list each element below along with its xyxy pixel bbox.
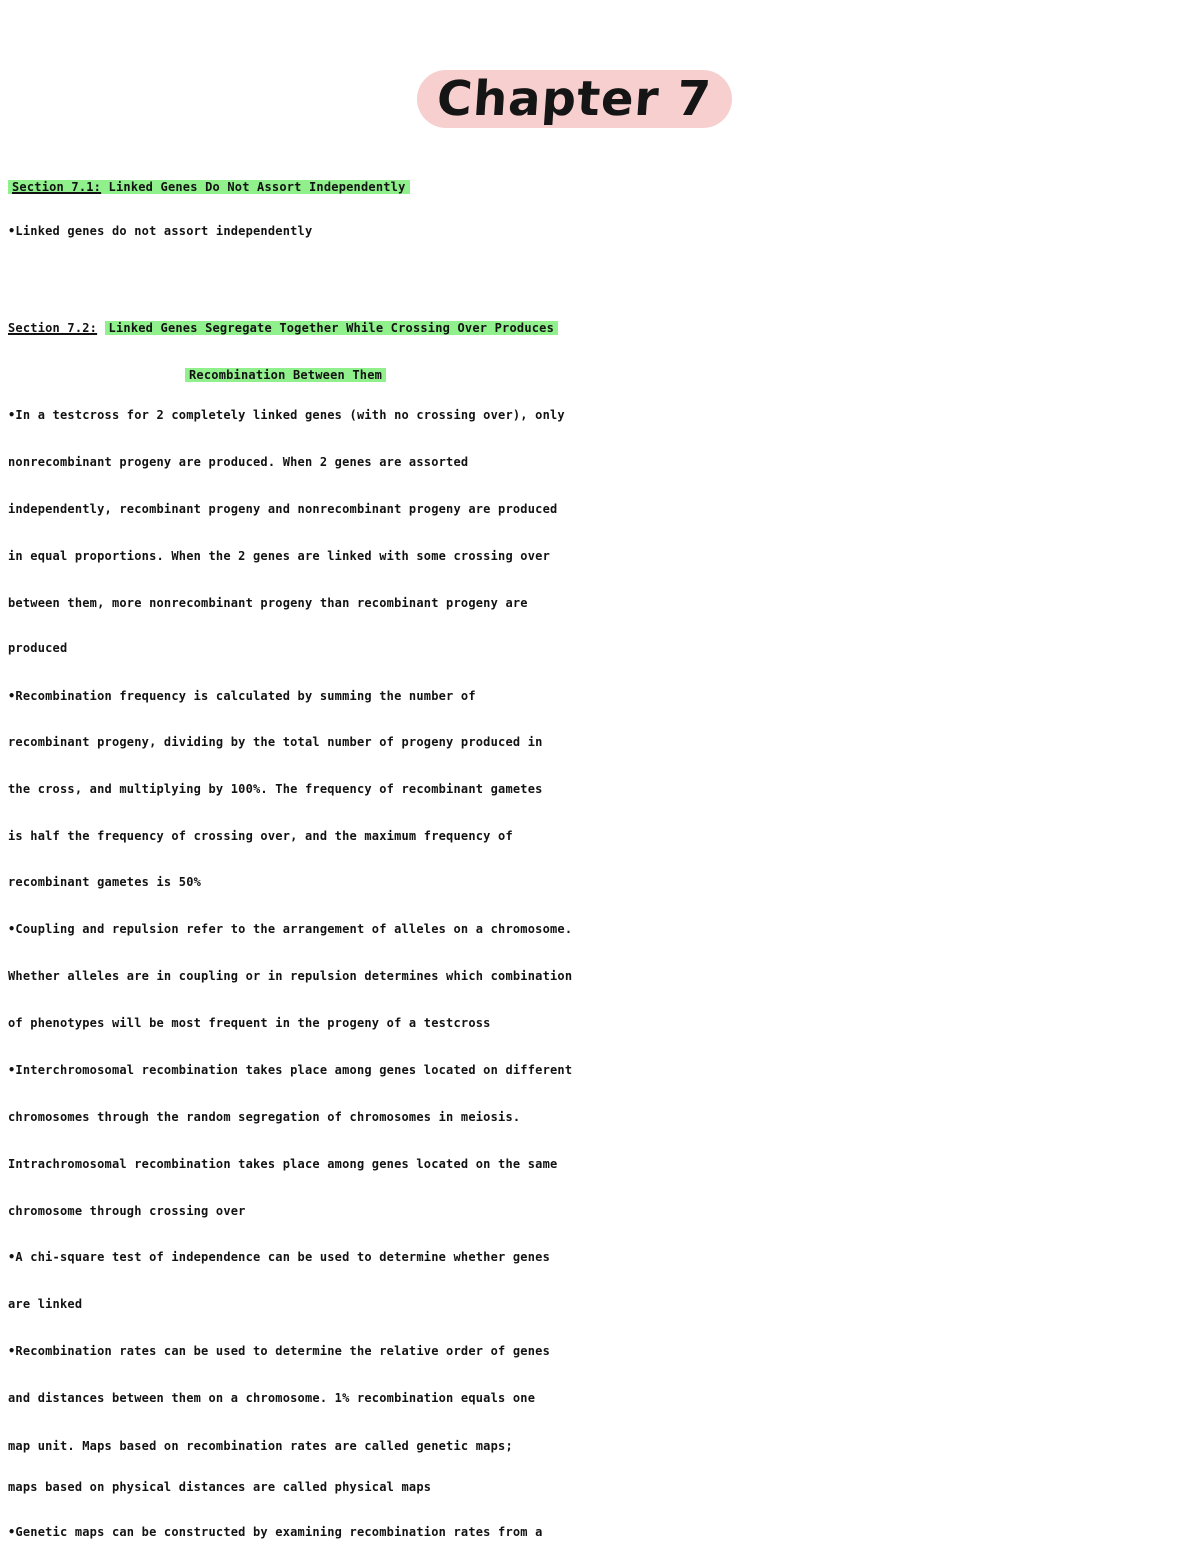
section-1-heading xyxy=(8,172,1198,202)
section-1-bullet: •Linked genes do not assort independently xyxy=(8,224,313,238)
section-2-title-line1: Linked Genes Segregate Together While Crossing Over Produces xyxy=(105,321,558,335)
note-line: Whether alleles are in coupling or in repulsion determines which combination xyxy=(8,969,573,983)
section-2-heading xyxy=(8,313,1198,343)
section-2-label: Section 7.2: xyxy=(8,321,98,335)
note-line: •In a testcross for 2 completely linked genes (with no crossing over), only xyxy=(8,408,565,422)
note-line: maps based on physical distances are called physical maps xyxy=(8,1480,432,1494)
note-line: the cross, and multiplying by 100%. The frequency of recombinant gametes xyxy=(8,782,543,796)
note-line: •Recombination frequency is calculated by summing the number of xyxy=(8,689,476,703)
note-line: between them, more nonrecombinant progeny than recombinant progeny are xyxy=(8,596,528,610)
note-line: produced xyxy=(8,641,68,655)
section-1-label: Section 7.1: xyxy=(12,180,102,194)
chapter-title-highlight xyxy=(417,70,732,128)
chapter-title: Chapter 7 xyxy=(435,71,714,127)
section-2-heading-cont xyxy=(185,360,1200,390)
note-line: in equal proportions. When the 2 genes are linked with some crossing over xyxy=(8,549,550,563)
note-line: nonrecombinant progeny are produced. When 2 genes are assorted xyxy=(8,455,469,469)
section-1-title: Linked Genes Do Not Assort Independently xyxy=(108,180,406,194)
note-line: chromosome through crossing over xyxy=(8,1204,246,1218)
note-line: recombinant progeny, dividing by the total number of progeny produced in xyxy=(8,735,543,749)
note-line: independently, recombinant progeny and nonrecombinant progeny are produced xyxy=(8,502,558,516)
note-line: is half the frequency of crossing over, and the maximum frequency of xyxy=(8,829,513,843)
note-line: chromosomes through the random segregation of chromosomes in meiosis. xyxy=(8,1110,521,1124)
note-line: •Genetic maps can be constructed by examining recombination rates from a xyxy=(8,1525,543,1539)
note-line: •Interchromosomal recombination takes place among genes located on different xyxy=(8,1063,573,1077)
note-line: map unit. Maps based on recombination rates are called genetic maps; xyxy=(8,1439,513,1453)
note-line: are linked xyxy=(8,1297,83,1311)
note-line: of phenotypes will be most frequent in the progeny of a testcross xyxy=(8,1016,491,1030)
section-2-title-line2: Recombination Between Them xyxy=(185,368,386,382)
note-line: recombinant gametes is 50% xyxy=(8,875,202,889)
note-line: •A chi-square test of independence can be used to determine whether genes xyxy=(8,1250,550,1264)
note-line: Intrachromosomal recombination takes place among genes located on the same xyxy=(8,1157,558,1171)
note-line: •Recombination rates can be used to determine the relative order of genes xyxy=(8,1344,550,1358)
note-line: and distances between them on a chromosome. 1% recombination equals one xyxy=(8,1391,536,1405)
note-line: •Coupling and repulsion refer to the arrangement of alleles on a chromosome. xyxy=(8,922,573,936)
